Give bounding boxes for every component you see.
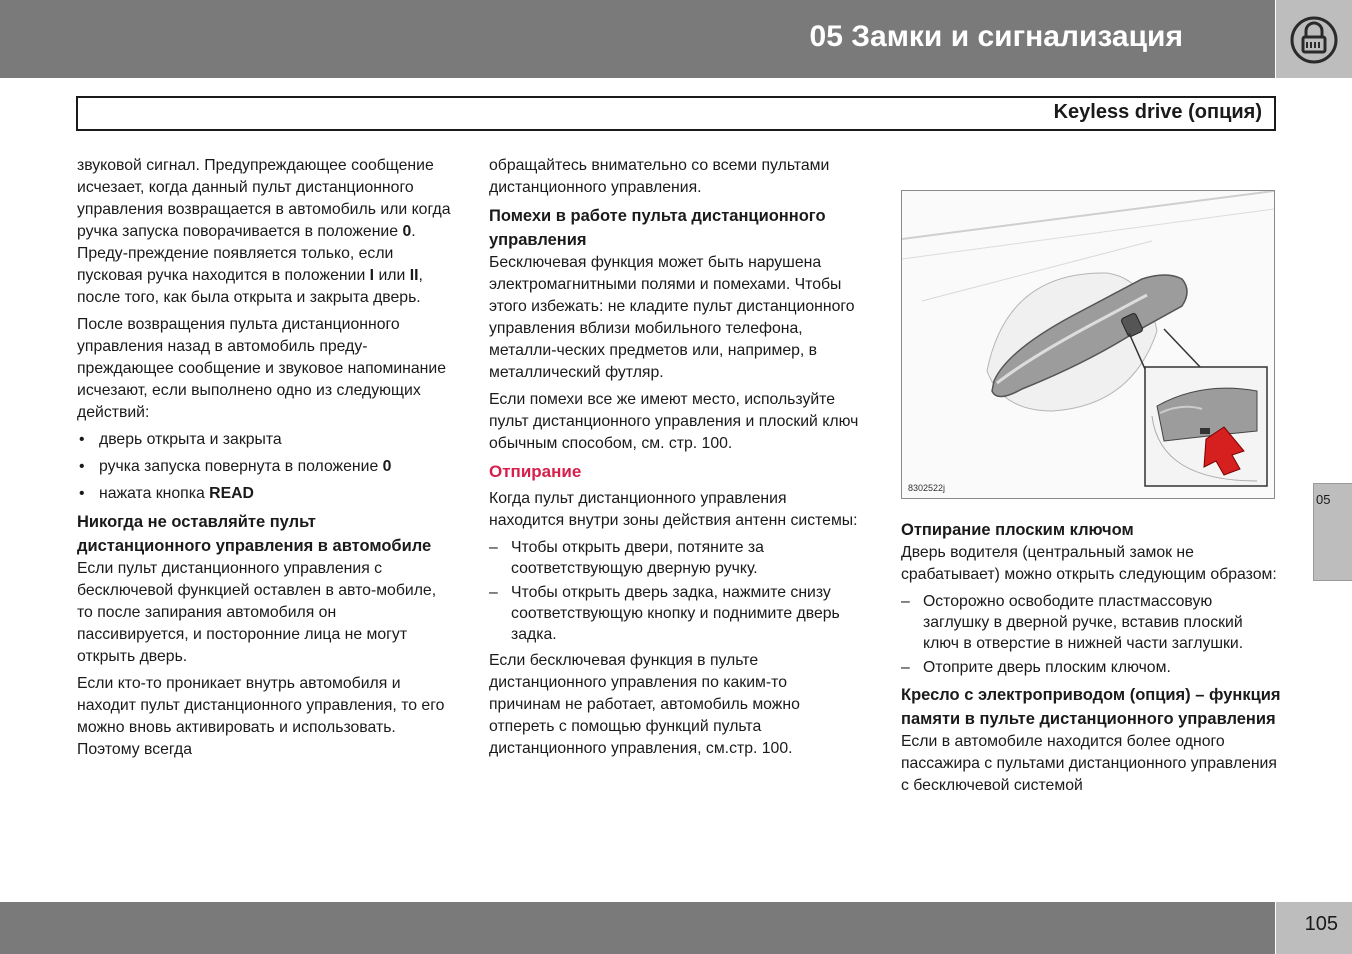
paragraph: Бесключевая функция может быть нарушена электромагнитными полями и помехами. Чтобы этого избежать: не кладите пульт дистанционного управления вблизи мобильного телефона, металли-ческих предметов или, например, в металлический футляр. xyxy=(489,254,855,381)
red-heading: Отпирание xyxy=(489,462,582,481)
bullet-list xyxy=(77,429,452,505)
subheading: Помехи в работе пульта дистанционного управления xyxy=(489,207,826,249)
column-3 xyxy=(901,518,1281,802)
list-item: • ручка запуска повернута в положение 0 xyxy=(77,456,452,478)
chapter-icon-box xyxy=(1276,0,1352,78)
column-2 xyxy=(489,155,861,765)
paragraph: Если бесключевая функция в пульте дистанционного управления по каким-то причинам не работает, автомобиль можно отпереть с помощью функций пульта дистанционного управления, см.стр. 100. xyxy=(489,652,800,757)
subheading: Никогда не оставляйте пульт дистанционного управления в автомобиле xyxy=(77,513,432,555)
list-item: • нажата кнопка READ xyxy=(77,483,452,505)
header-band xyxy=(0,0,1275,78)
chapter-title: 05 Замки и сигнализация xyxy=(809,20,1183,53)
paragraph: Если в автомобиле находится более одного пассажира с пультами дистанционного управления с бесключевой системой xyxy=(901,733,1277,794)
subheading: Кресло с электроприводом (опция) – функция памяти в пульте дистанционного управления xyxy=(901,686,1281,728)
paragraph: Дверь водителя (центральный замок не срабатывает) можно открыть следующим образом: xyxy=(901,544,1277,583)
section-title: Keyless drive (опция) xyxy=(1053,101,1262,123)
paragraph: Когда пульт дистанционного управления находится внутри зоны действия антенн системы: xyxy=(489,490,858,529)
column-1 xyxy=(77,155,452,766)
illustration-code: 8302522j xyxy=(908,483,946,493)
list-item: – Чтобы открыть дверь задка, нажмите снизу соответствующую кнопку и поднимите дверь задка. xyxy=(489,582,861,645)
side-tab-label: 05 xyxy=(1316,492,1331,507)
door-handle-illustration xyxy=(901,190,1275,499)
list-item: – Чтобы открыть двери, потяните за соответствующую дверную ручку. xyxy=(489,537,861,579)
lock-icon xyxy=(1276,0,1352,78)
side-chapter-tab xyxy=(1313,483,1352,581)
paragraph: звуковой сигнал. Предупреждающее сообщение исчезает, когда данный пульт дистанционного управления возвращается в автомобиль или когда ручка запуска поворачивается в положение 0. Преду-преждение появляется только, если пусковая ручка находится в положении I или II, после того, как была открыта и закрыта дверь. xyxy=(77,157,451,306)
paragraph: Если пульт дистанционного управления с бесключевой функцией оставлен в авто-мобиле, то после запирания автомобиля он пассивируется, и посторонние лица не могут открыть дверь. xyxy=(77,560,437,665)
paragraph: Если кто-то проникает внутрь автомобиля и находит пульт дистанционного управления, то его можно вновь активировать и использовать. Поэтому всегда xyxy=(77,675,445,758)
section-header xyxy=(76,96,1276,131)
door-handle-drawing xyxy=(902,191,1274,498)
paragraph: После возвращения пульта дистанционного управления назад в автомобиль преду-преждающее сообщение и звуковое напоминание исчезают, если выполнено одно из следующих действий: xyxy=(77,316,446,421)
paragraph: Если помехи все же имеют место, используйте пульт дистанционного управления и плоский ключ обычным способом, см. стр. 100. xyxy=(489,391,859,452)
paragraph: обращайтесь внимательно со всеми пультами дистанционного управления. xyxy=(489,157,830,196)
dash-list xyxy=(489,537,861,645)
list-item: – Осторожно освободите пластмассовую заглушку в дверной ручке, вставив плоский ключ в отверстие в нижней части заглушки. xyxy=(901,591,1281,654)
list-item: – Отоприте дверь плоским ключом. xyxy=(901,657,1281,678)
subheading: Отпирание плоским ключом xyxy=(901,521,1134,539)
page-number-box xyxy=(1276,902,1352,954)
footer-band xyxy=(0,902,1275,954)
page-number: 105 xyxy=(1304,913,1338,935)
dash-list xyxy=(901,591,1281,678)
list-item: • дверь открыта и закрыта xyxy=(77,429,452,451)
